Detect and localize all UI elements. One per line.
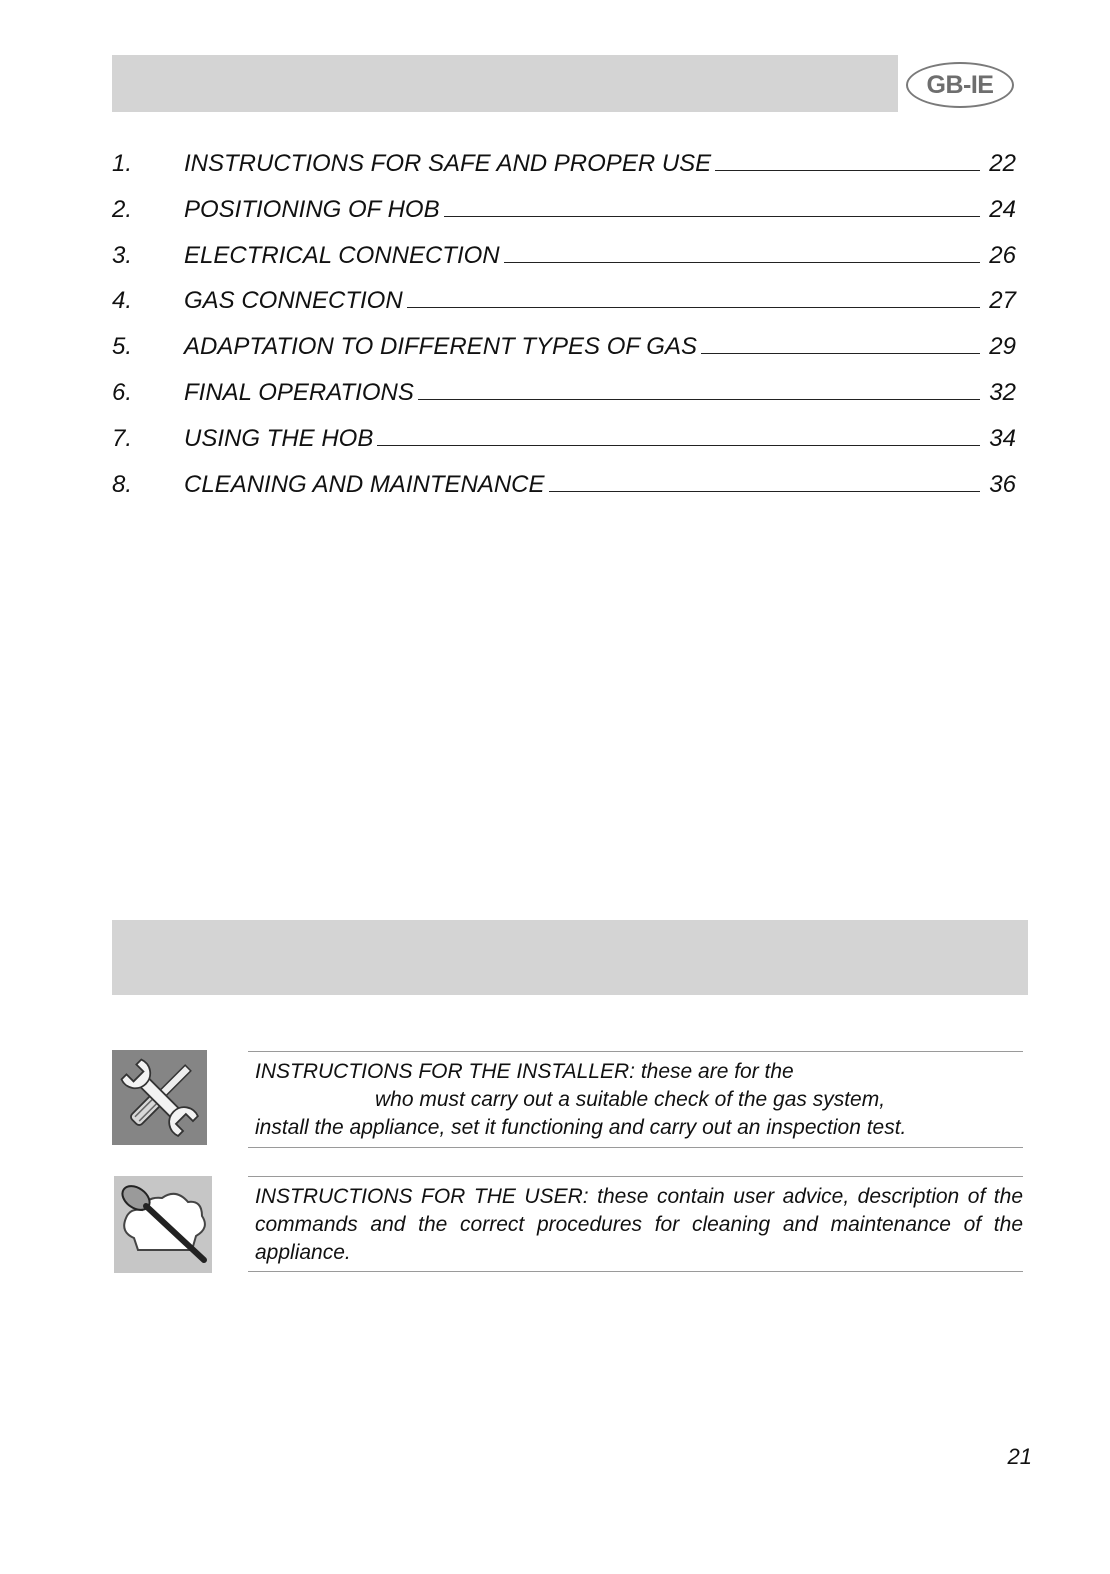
toc-entry[interactable] [112, 471, 1016, 517]
toc-number: 4. [112, 287, 133, 315]
user-instructions-note [248, 1176, 1023, 1272]
toc-leader [377, 445, 980, 446]
toc-page: 29 [989, 333, 1016, 361]
toc-title: ELECTRICAL CONNECTION [184, 241, 500, 269]
installer-instructions-note [248, 1051, 1023, 1148]
toc-leader [715, 170, 980, 171]
toc-number: 7. [112, 424, 133, 452]
toc-title: CLEANING AND MAINTENANCE [184, 470, 545, 498]
toc-entry[interactable] [112, 150, 1016, 196]
toc-title: POSITIONING OF HOB [184, 195, 440, 223]
toc-title: GAS CONNECTION [184, 287, 403, 315]
toc-entry[interactable] [112, 242, 1016, 288]
toc-leader [504, 262, 980, 263]
toc-entry[interactable] [112, 425, 1016, 471]
toc-number: 2. [112, 195, 133, 223]
toc-leader [407, 307, 980, 308]
toc-number: 3. [112, 241, 133, 269]
toc-page: 32 [989, 378, 1016, 406]
toc-entry[interactable] [112, 196, 1016, 242]
toc-title: USING THE HOB [184, 424, 374, 452]
toc-number: 5. [112, 333, 133, 361]
spoon-chef-hat-icon [114, 1176, 212, 1273]
toc-page: 22 [989, 150, 1016, 177]
header-bar [112, 55, 898, 112]
toc-page: 36 [989, 470, 1016, 498]
toc-leader [418, 399, 980, 400]
section-bar [112, 920, 1028, 995]
user-note-text: INSTRUCTIONS FOR THE USER: these contain user advice, description of the commands and the correct procedures for cleaning and maintenance of the appliance. [255, 1185, 1023, 1264]
toc-title: FINAL OPERATIONS [184, 378, 414, 406]
installer-note-line3: install the appliance, set it functioning and carry out an inspection test. [255, 1116, 907, 1139]
table-of-contents [112, 150, 1016, 516]
toc-title: ADAPTATION TO DIFFERENT TYPES OF GAS [184, 333, 697, 361]
installer-note-line1: INSTRUCTIONS FOR THE INSTALLER: these are for the [255, 1060, 794, 1083]
gb-ie-logo: GB-IE [906, 62, 1014, 108]
toc-leader [701, 353, 980, 354]
toc-leader [549, 491, 981, 492]
wrench-screwdriver-icon [112, 1050, 207, 1145]
toc-leader [444, 216, 980, 217]
toc-page: 34 [989, 424, 1016, 452]
installer-note-line2: who must carry out a suitable check of the gas system, [375, 1088, 886, 1111]
toc-entry[interactable] [112, 333, 1016, 379]
page-number: 21 [1007, 1444, 1032, 1469]
toc-number: 1. [112, 150, 133, 177]
toc-title: INSTRUCTIONS FOR SAFE AND PROPER USE [184, 150, 712, 177]
toc-entry[interactable] [112, 379, 1016, 425]
toc-entry[interactable] [112, 287, 1016, 333]
toc-number: 6. [112, 378, 133, 406]
toc-page: 26 [989, 241, 1016, 269]
toc-number: 8. [112, 470, 133, 498]
toc-page: 24 [989, 195, 1016, 223]
toc-page: 27 [989, 287, 1016, 315]
